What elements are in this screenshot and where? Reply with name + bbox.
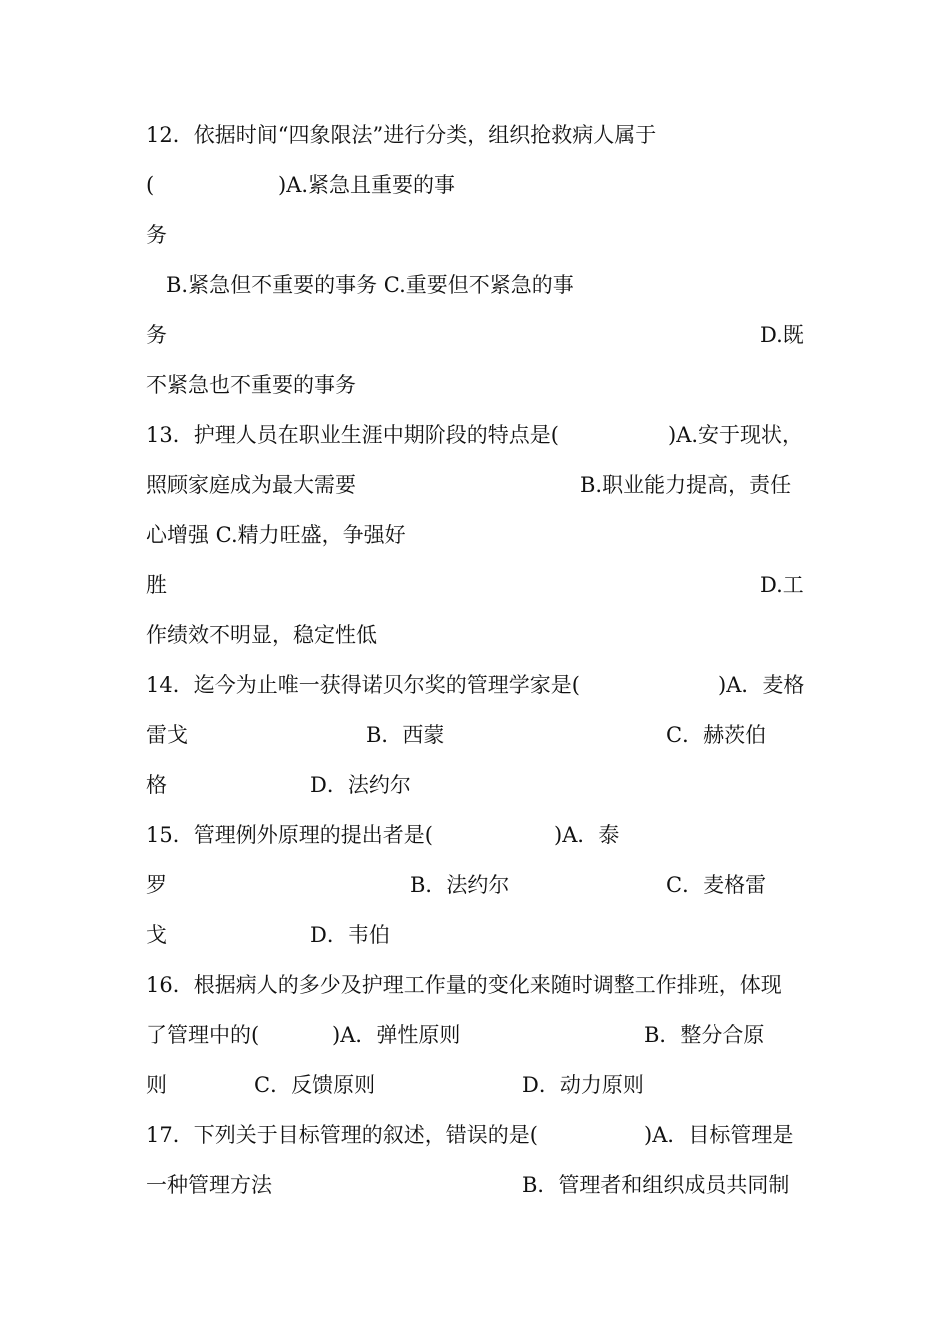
- option-d: D．动力原则: [522, 1073, 644, 1097]
- question-12-line-2: [146, 168, 806, 202]
- question-13-line-4: [146, 568, 806, 602]
- option-a: )A．泰: [554, 823, 620, 847]
- option-a: )A．目标管理是: [644, 1123, 794, 1147]
- option-d-continued: 作绩效不明显，稳定性低: [146, 623, 377, 647]
- question-13-line-3: [146, 518, 806, 552]
- option-a-continued: 照顾家庭成为最大需要: [146, 473, 356, 497]
- question-14-stem: 14．迄今为止唯一获得诺贝尔奖的管理学家是(: [146, 673, 580, 697]
- option-a-continued: 一种管理方法: [146, 1173, 272, 1197]
- option-b: B.职业能力提高，责任: [580, 473, 792, 497]
- question-12-line-1: [146, 118, 806, 152]
- question-17-line-2: [146, 1168, 806, 1202]
- question-14-line-1: [146, 668, 806, 702]
- question-15-stem: 15．管理例外原理的提出者是(: [146, 823, 433, 847]
- question-13-line-1: [146, 418, 806, 452]
- question-16-line-3: [146, 1068, 806, 1102]
- question-14-line-3: [146, 768, 806, 802]
- option-a: )A．弹性原则: [332, 1023, 461, 1047]
- question-16-line-2: [146, 1018, 806, 1052]
- option-c-continued: 格: [146, 773, 167, 797]
- question-12-stem: 12．依据时间“四象限法”进行分类，组织抢救病人属于: [146, 123, 657, 147]
- option-a: )A.安于现状，: [668, 423, 804, 447]
- question-13-line-5: [146, 618, 806, 652]
- option-b-c: B.紧急但不重要的事务 C.重要但不紧急的事: [166, 273, 574, 297]
- answer-paren-open: (: [146, 173, 155, 197]
- question-12-line-6: [146, 368, 806, 402]
- option-a-continued: 雷戈: [146, 723, 188, 747]
- question-17-stem: 17．下列关于目标管理的叙述，错误的是(: [146, 1123, 538, 1147]
- question-12-line-5: [146, 318, 806, 352]
- question-14-line-2: [146, 718, 806, 752]
- option-d-continued: 不紧急也不重要的事务: [146, 373, 356, 397]
- option-c-continued: 胜: [146, 573, 167, 597]
- option-b: B．整分合原: [644, 1023, 765, 1047]
- option-a: )A.紧急且重要的事: [278, 173, 456, 197]
- option-a-continued: 务: [146, 223, 167, 247]
- option-c-continued: 戈: [146, 923, 167, 947]
- option-d: D.既: [760, 323, 804, 347]
- question-12-line-4: [146, 268, 806, 302]
- option-b-continued: 则: [146, 1073, 167, 1097]
- option-b: B．管理者和组织成员共同制: [522, 1173, 790, 1197]
- option-c: C．麦格雷: [666, 873, 767, 897]
- option-c: C．反馈原则: [254, 1073, 376, 1097]
- question-15-line-1: [146, 818, 806, 852]
- question-16-stem-continued: 了管理中的(: [146, 1023, 260, 1047]
- option-c-continued: 务: [146, 323, 167, 347]
- question-13-stem: 13．护理人员在职业生涯中期阶段的特点是(: [146, 423, 559, 447]
- option-b: B．法约尔: [410, 873, 510, 897]
- question-15-line-2: [146, 868, 806, 902]
- option-a-continued: 罗: [146, 873, 167, 897]
- option-d: D．法约尔: [310, 773, 411, 797]
- option-d: D.工: [760, 573, 804, 597]
- option-d: D．韦伯: [310, 923, 390, 947]
- question-12-line-3: [146, 218, 806, 252]
- question-13-line-2: [146, 468, 806, 502]
- option-b: B．西蒙: [366, 723, 445, 747]
- option-a: )A．麦格: [718, 673, 805, 697]
- question-15-line-3: [146, 918, 806, 952]
- option-b-c: 心增强 C.精力旺盛，争强好: [146, 523, 406, 547]
- option-c: C．赫茨伯: [666, 723, 767, 747]
- question-16-stem: 16．根据病人的多少及护理工作量的变化来随时调整工作排班，体现: [146, 973, 782, 997]
- question-17-line-1: [146, 1118, 806, 1152]
- question-16-line-1: [146, 968, 806, 1002]
